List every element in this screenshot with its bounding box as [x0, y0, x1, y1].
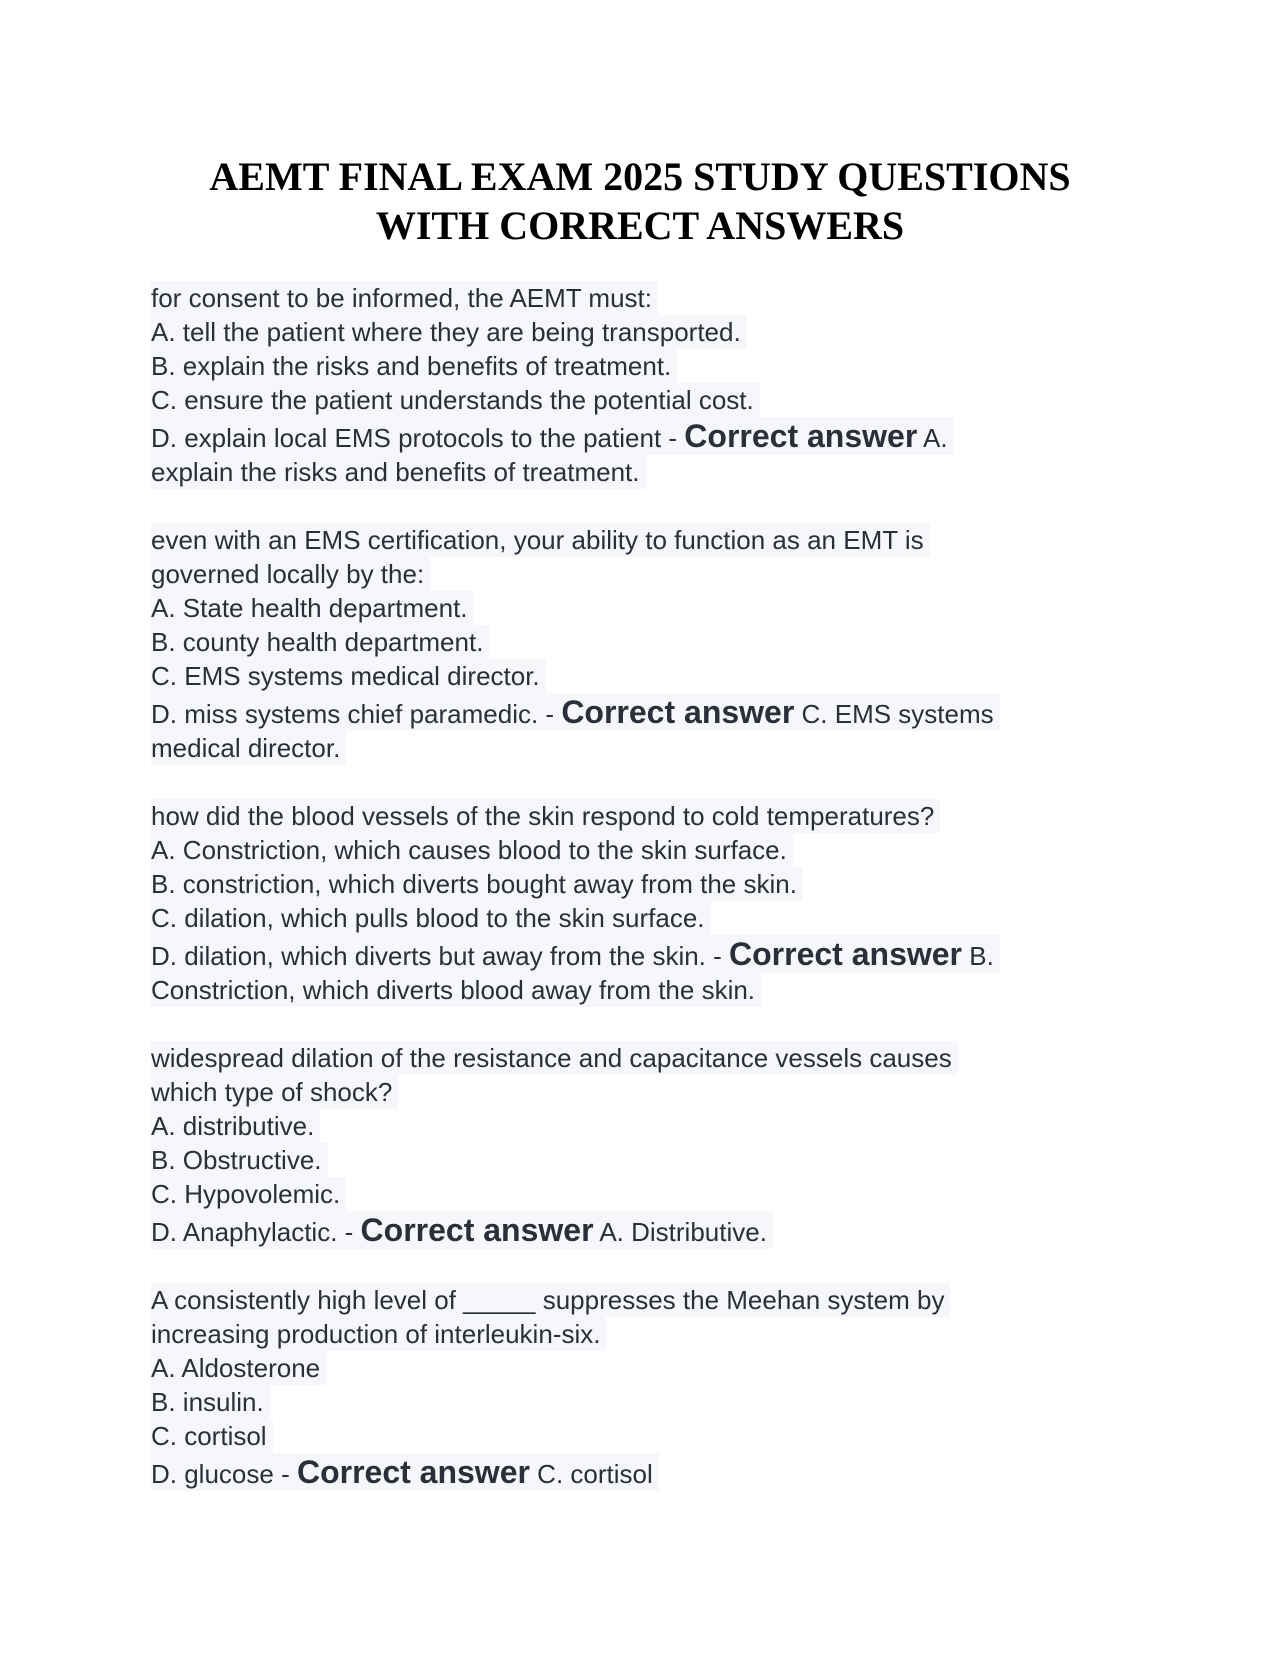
option-a: A. tell the patient where they are being transported.	[151, 315, 747, 349]
title-line-1: AEMT FINAL EXAM 2025 STUDY QUESTIONS	[209, 154, 1071, 199]
option-d-with-answer	[151, 1453, 659, 1491]
option-b: B. explain the risks and benefits of treatment.	[151, 349, 677, 383]
option-c: C. cortisol	[151, 1419, 273, 1453]
answer-text-continued: Constriction, which diverts blood away from the skin.	[151, 973, 761, 1007]
correct-answer-label: Correct answer	[360, 1212, 594, 1248]
spacer	[151, 1007, 1151, 1041]
option-d-with-answer	[151, 417, 954, 455]
answer-text: C. EMS systems	[794, 699, 994, 729]
spacer	[151, 765, 1151, 799]
question-text: A consistently high level of _____ suppresses the Meehan system by	[151, 1283, 950, 1317]
question-text: even with an EMS certification, your ability to function as an EMT is	[151, 523, 930, 557]
question-text: widespread dilation of the resistance and capacitance vessels causes	[151, 1041, 958, 1075]
option-d-with-answer	[151, 1211, 773, 1249]
answer-text: C. cortisol	[529, 1459, 653, 1489]
title-line-2: WITH CORRECT ANSWERS	[375, 203, 905, 248]
option-c: C. Hypovolemic.	[151, 1177, 346, 1211]
option-c: C. dilation, which pulls blood to the skin surface.	[151, 901, 711, 935]
question-text-continued: increasing production of interleukin-six.	[151, 1317, 606, 1351]
question-text-continued: governed locally by the:	[151, 557, 430, 591]
option-a: A. distributive.	[151, 1109, 320, 1143]
option-d: D. dilation, which diverts but away from the skin. -	[151, 941, 730, 971]
correct-answer-label: Correct answer	[296, 1454, 530, 1490]
option-b: B. insulin.	[151, 1385, 270, 1419]
option-d-with-answer	[151, 693, 1000, 731]
option-d-with-answer	[151, 935, 1000, 973]
question-3	[151, 799, 1151, 1007]
document-title	[140, 152, 1140, 250]
question-2	[151, 523, 1151, 765]
option-d: D. explain local EMS protocols to the patient -	[151, 423, 685, 453]
question-text-continued: which type of shock?	[151, 1075, 398, 1109]
option-c: C. EMS systems medical director.	[151, 659, 546, 693]
answer-text-continued: medical director.	[151, 731, 346, 765]
answer-text-continued: explain the risks and benefits of treatment.	[151, 455, 646, 489]
answer-text: A. Distributive.	[593, 1217, 767, 1247]
answer-text: A.	[917, 423, 948, 453]
question-5	[151, 1283, 1151, 1491]
question-4	[151, 1041, 1151, 1249]
spacer	[151, 489, 1151, 523]
option-a: A. Aldosterone	[151, 1351, 326, 1385]
option-b: B. constriction, which diverts bought away from the skin.	[151, 867, 803, 901]
option-d: D. miss systems chief paramedic. -	[151, 699, 562, 729]
option-a: A. State health department.	[151, 591, 474, 625]
option-d: D. Anaphylactic. -	[151, 1217, 361, 1247]
question-text: how did the blood vessels of the skin respond to cold temperatures?	[151, 799, 940, 833]
option-a: A. Constriction, which causes blood to the skin surface.	[151, 833, 793, 867]
spacer	[151, 1249, 1151, 1283]
question-1	[151, 281, 1151, 489]
question-text: for consent to be informed, the AEMT must:	[151, 281, 658, 315]
option-d: D. glucose -	[151, 1459, 297, 1489]
option-b: B. county health department.	[151, 625, 489, 659]
option-b: B. Obstructive.	[151, 1143, 328, 1177]
correct-answer-label: Correct answer	[684, 418, 918, 454]
questions-list	[151, 281, 1151, 1491]
correct-answer-label: Correct answer	[561, 694, 795, 730]
correct-answer-label: Correct answer	[729, 936, 962, 972]
answer-text: B.	[962, 941, 994, 971]
option-c: C. ensure the patient understands the potential cost.	[151, 383, 760, 417]
